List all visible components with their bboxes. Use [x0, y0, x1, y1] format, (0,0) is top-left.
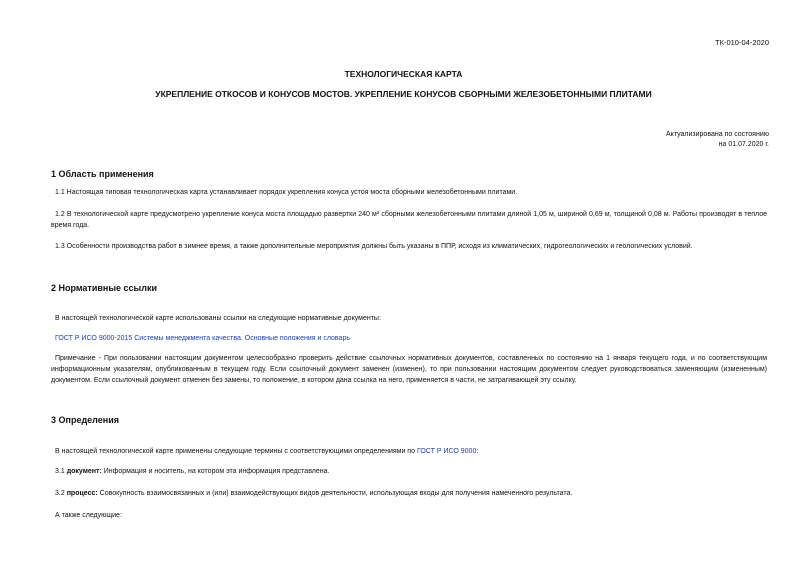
gost-iso-9000-2015-link[interactable]: ГОСТ Р ИСО 9000-2015 Системы менеджмента качества. Основные положения и словарь — [55, 335, 350, 342]
actualization-line-1: Актуализирована по состоянию — [666, 131, 769, 138]
definition-3-1-number: 3.1 — [55, 468, 67, 475]
definition-3-2 — [51, 488, 767, 499]
actualization-line-2: на 01.07.2020 г. — [718, 141, 769, 148]
section-2-note: Примечание - При пользовании настоящим документом целесообразно проверить действие ссылочных нормативных документов, составленных по состоянию на 1 января текущего года, и по соответствующим информационным указателям, опубликованным в текущем году. Если ссылочный документ заменен (изменен), то при пользовании настоящим документом следует руководствоваться заменяющим (измененным) документом. Если ссылочный документ отменен без замены, то положение, в котором дана ссылка на него, применяется в части, не затрагивающей эту ссылку. — [51, 355, 767, 384]
gost-iso-9000-link[interactable]: ГОСТ Р ИСО 9000 — [416, 448, 477, 455]
document-subtitle: УКРЕПЛЕНИЕ ОТКОСОВ И КОНУСОВ МОСТОВ. УКРЕПЛЕНИЕ КОНУСОВ СБОРНЫМИ ЖЕЛЕЗОБЕТОННЫМИ ПЛИТАМИ — [155, 89, 652, 99]
section-2-reference-item — [51, 333, 767, 344]
section-1-paragraph-1: 1.1 Настоящая типовая технологическая карта устанавливает порядок укрепления конуса устоя моста сборными железобетонными плитами. — [55, 189, 518, 196]
section-2-paragraph-1: В настоящей технологической карте использованы ссылки на следующие нормативные документы: — [55, 315, 381, 322]
definition-3-1-text: Информация и носитель, на котором эта информация представлена. — [101, 468, 330, 475]
section-3-intro-text: В настоящей технологической карте применены следующие термины с соответствующими определениями по — [55, 448, 417, 455]
section-2-heading: 2 Нормативные ссылки — [51, 283, 157, 293]
document-title: ТЕХНОЛОГИЧЕСКАЯ КАРТА — [344, 69, 463, 79]
definition-3-1 — [51, 466, 767, 477]
section-1-heading: 1 Область применения — [51, 169, 154, 179]
section-3-heading: 3 Определения — [51, 415, 119, 425]
section-3-intro-end: : — [476, 448, 479, 455]
definition-3-1-term: документ: — [66, 468, 102, 475]
definition-3-2-term: процесс: — [66, 490, 98, 497]
definition-3-2-number: 3.2 — [55, 490, 67, 497]
section-1-paragraph-3: 1.3 Особенности производства работ в зимнее время, а также дополнительные мероприятия должны быть указаны в ППР, исходя из климатических, гидрогеологических и геологических условий. — [55, 243, 693, 250]
section-1-paragraph-2: 1.2 В технологической карте предусмотрено укрепление конуса моста площадью развертки 240 м² сборными железобетонными плитами длиной 1,05 м, шириной 0,69 м, толщиной 0,08 м. Работы производят в теплое время года. — [51, 211, 767, 229]
document-code: ТК-010-04-2020 — [715, 38, 769, 47]
definitions-also-following: А также следующие: — [55, 512, 122, 519]
definition-3-2-text: Совокупность взаимосвязанных и (или) взаимодействующих видов деятельности, использующая входы для получения намеченного результата. — [97, 490, 573, 497]
actualization-note — [666, 130, 769, 150]
section-3-intro — [51, 446, 767, 457]
